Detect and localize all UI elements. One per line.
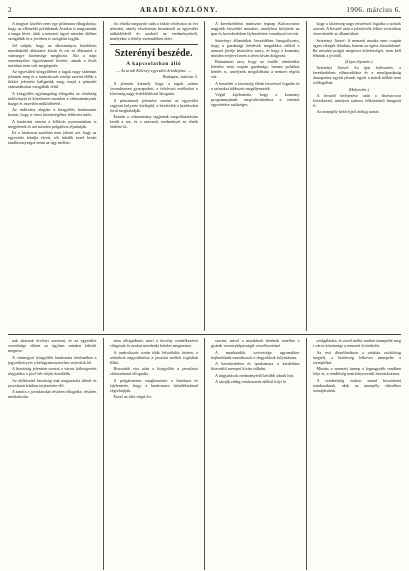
- paragraph: Miután a nemzeti ünnep a legnagyobb rendben folyt le, a rendőrség nem kényszerült beavatkozásra.: [312, 366, 401, 376]
- column-4: [313, 21, 402, 331]
- column-5: [8, 338, 97, 570]
- paragraph: szolgálatára, és ezzel méltó módon ünnepelte meg a város közönsége a nemzeti évfordulót.: [312, 338, 401, 348]
- article-title: Szterényi beszéde.: [114, 48, 193, 59]
- column-divider: [306, 338, 307, 570]
- dateline: Budapest, március 5.: [162, 74, 198, 79]
- article-byline: — Az aradi Kölcsey-egyesület kritikájára. —: [116, 68, 192, 73]
- paragraph: nak akarnak érvényt szerezni, és az egyesület vezetősége ebben az ügyben minden lehetőt megtesz.: [8, 338, 97, 353]
- column-8: [313, 338, 402, 570]
- paragraph: Jól tudjuk, hogy az alkotmányos küzdelem mindenkitől áldozatot kíván és ezt az áldozatot a vármegye közönsége meghozta. Aki a napi eseményeket figyelemmel kísérte, annak a levél tartalma nem volt meglepetés.: [8, 42, 97, 68]
- paragraph: Ezzel az ülés véget ért.: [113, 394, 152, 399]
- paragraph: Az esti díszelőadáson a színház zsúfolásig megtelt, a közönség lelkesen ünnepelte a szereplőket.: [312, 349, 401, 365]
- paragraph: A beszédet a közönség élénk tetszéssel fogadta és a szónokot többször megéljenezték.: [211, 80, 300, 91]
- paragraph: A pénztárnok jelentése szerint az egyesület vagyoni helyzete kielégítő; a bevételek a kiadásokat jóval meghaladják.: [109, 97, 198, 113]
- paragraph: A jelentés kiemeli, hogy a tagok száma örvendetesen gyarapodott, a felolvasó estélyeket a közönség nagy érdeklődéssel látogatta.: [109, 81, 198, 96]
- paragraph: A tanács a javaslatokat részben elfogadta, részben módosította.: [8, 389, 97, 399]
- article-subtitle: A kapcsolatban álló: [126, 61, 182, 67]
- middle-rule: [8, 334, 401, 335]
- paragraph: Az egyesületi közgyűlésen a tagok nagy számban jelentek meg és a tanácskozás rendje szerint előbb a titkári jelentést hallgatták meg, majd a pénztári számadásokat vizsgálták felül.: [8, 69, 97, 89]
- paragraph: A határozat szerint a felhívás nyomtatásban is megjelenik és azt minden polgárhoz eljuttatják.: [8, 118, 97, 129]
- paragraph: A magyar közélet nem egy pillanatra elhagyhatja, hogy az ellenzéki politikának Aradon is megvannak a maga hívei, akik a nemzeti ügyet minden időben szolgálták és a jövőben is szolgálni fogják.: [8, 21, 97, 41]
- paragraph: Szterényi József: Az ipar fejlesztése, a kereskedelem előmozdítása és a mezőgazdaság támogatása együtt járnak; egyik a másik nélkül nem boldogulhat.: [312, 65, 401, 85]
- paragraph: Az ünnepély késő éjjeli órákig tartott.: [316, 109, 380, 114]
- top-columns: [8, 21, 401, 331]
- paragraph: A közgyűlés egyhangúlag elfogadta az elnökség indítványát és köszönetet mondott a választmánynak buzgó és önzetlen működéséért.: [8, 90, 97, 106]
- paragraph: Az elnöki megnyitó után a titkár felolvasta az évi jelentést, amely részletesen beszámolt az egyesület működéséről és azokról az eredményekről, amelyeket a lefolyt esztendőben elért.: [109, 21, 198, 41]
- paragraph: szerint, mivel a munkások bérének emelése a gyárak versenyképességét veszélyeztetné.: [211, 338, 300, 348]
- paragraph: Hosszabb vita után a közgyűlés a javaslatot változatlanul elfogadta.: [109, 366, 198, 376]
- paragraph: Ezután a választmány tagjainak megválasztására került a sor, és a szavazás eredményét az elnök hirdette ki.: [109, 114, 198, 129]
- paragraph: (Helyeslés.): [348, 86, 369, 92]
- column-divider: [204, 338, 205, 570]
- column-2: [110, 21, 199, 331]
- paragraph: Rámutatott arra, hogy az önálló vámterület kérdése nem csupán gazdasági, hanem politikai kérdés is, amelynek megoldására a nemzet régóta vár.: [211, 59, 300, 79]
- paragraph: A beszéd befejezése után a díszvacsora következett, amelyen számos felköszöntő hangzott el.: [312, 92, 401, 108]
- column-divider: [306, 21, 307, 331]
- paragraph: Végül kijelentette, hogy a kormány programmjának megvalósításához a nemzet egyetértése szükséges.: [211, 92, 300, 107]
- paragraph: nem elfogadható, mert a törvény rendelkezései világosak és azokat mindenki köteles megtartani.: [109, 338, 198, 348]
- bottom-columns: [8, 338, 401, 570]
- column-6: [110, 338, 199, 570]
- paragraph: A rendezőség ezúton mond köszönetet mindazoknak, akik az ünnepély sikeréhez hozzájárultak.: [312, 377, 401, 393]
- column-7: [211, 338, 300, 570]
- paragraph: A polgármester megköszönte a bizalmat és kijelentette, hogy a határozatot haladéktalanul végrehajtják.: [109, 377, 198, 393]
- paragraph: A bizottság jelentése szerint a városi költségvetés tárgyalása a jövő hét elején kezdődik.: [8, 366, 97, 376]
- paragraph: A kereskedelmi miniszter tegnap Kolozsváron nagyobb beszédet mondott, amelyben kifejtette az ipar és kereskedelem fejlesztésére vonatkozó terveit.: [211, 21, 300, 36]
- paragraph: Az előkészítő bizottság már megtartotta ülését és javaslatait írásban terjesztette elő.: [8, 377, 97, 388]
- column-divider: [204, 21, 205, 331]
- column-3: [211, 21, 300, 331]
- paragraph: A tárgyalások eredményéről később adunk hírt.: [215, 372, 295, 378]
- paragraph: Szterényi államtitkár beszédében hangsúlyozta, hogy a gazdasági kérdések megoldása nélkül a nemzet jövője biztosítva nincs, és hogy a kormány minden erejével ezen a téren kíván dolgozni.: [211, 37, 300, 58]
- page-header: [8, 6, 401, 15]
- column-1: [8, 21, 97, 331]
- newspaper-title: ARADI KÖZLÖNY.: [139, 6, 219, 14]
- section-rule: [110, 44, 199, 45]
- paragraph: Ez a határozat azonban nem jelenti azt, hogy az egyesület feladja elveit, sőt inkább ezzel kíván tanúbizonyságot tenni az ügy mellett.: [8, 130, 97, 145]
- paragraph: A munkaadók szövetsége ugyanakkor hajlandónak mutatkozott a tárgyalások folytatására.: [211, 349, 300, 360]
- column-divider: [103, 338, 104, 570]
- header-rule: [8, 17, 401, 18]
- paragraph: (Zajos éljenzés.): [344, 59, 373, 64]
- paragraph: A kereskedelmi és iparkamara a kérdésben közvetítő szerepet kíván vállalni.: [211, 361, 300, 371]
- paragraph: Szterényi József: A nemzeti munka nem csupán egyes rétegek feladata, hanem az egész társadalomé. Ha minden polgár megteszi kötelességét, nem kell félnünk a jövőtől.: [312, 37, 401, 58]
- column-divider: [103, 21, 104, 331]
- paragraph: Az indítvány alapján a közgyűlés határozatot hozott, hogy a város közönségéhez felhívást intéz.: [8, 107, 97, 117]
- paragraph: A sztrájk eddig rendzavarás nélkül folyt le.: [215, 379, 287, 384]
- paragraph: A vármegyei közgyűlés határozata értelmében a jegyzőkönyvet a belügyminiszterhez terjesztik fel.: [8, 354, 97, 365]
- paragraph: A tanácskozás során több felszólalás történt, a szónokok nagyobbrészt a javaslat mellett foglaltak állást.: [109, 349, 198, 365]
- date-line: 1906. március 6.: [346, 6, 401, 14]
- page-number: 2: [8, 6, 12, 14]
- paragraph: hogy a közönség nagy tetszéssel fogadta a szónok szavait. A beszéd után a jelenlevők lelkes ovációban részesítették az államtitkárt.: [312, 21, 401, 36]
